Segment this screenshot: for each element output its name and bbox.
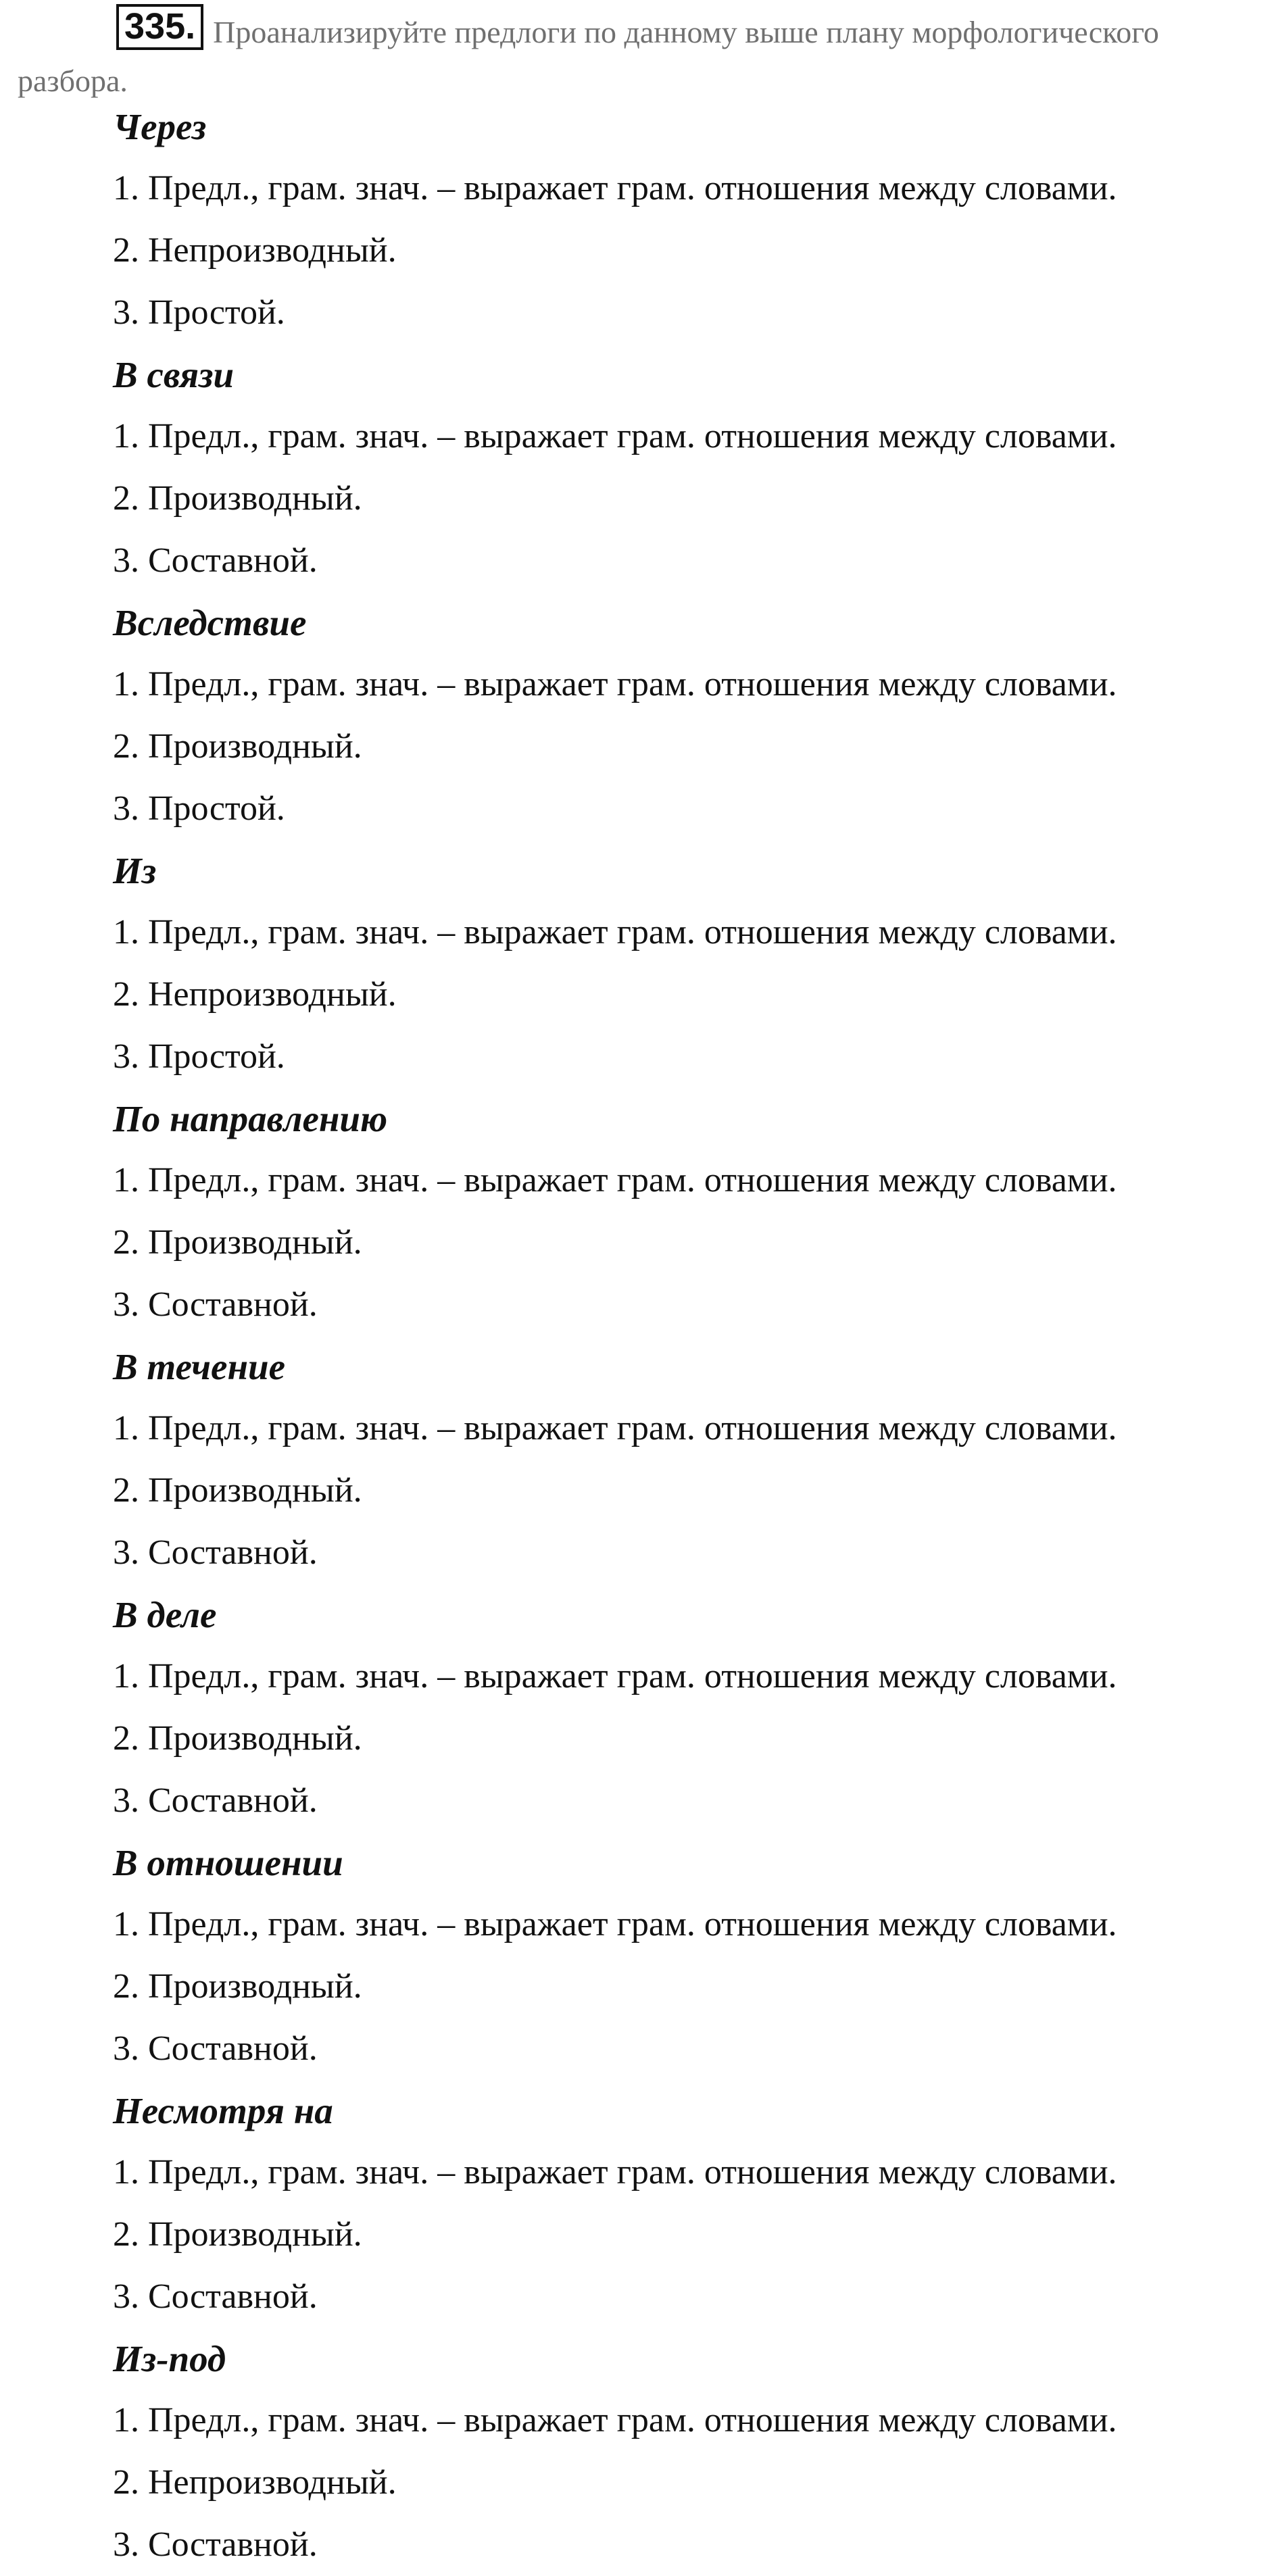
- analysis-line: 2. Производный.: [113, 1223, 362, 1262]
- task-number: 335.: [116, 4, 203, 50]
- preposition-block: [113, 344, 1262, 592]
- analysis-line: 3. Простой.: [113, 1037, 285, 1076]
- preposition-block: [113, 2080, 1262, 2328]
- preposition-analysis-list: [113, 96, 1262, 2576]
- preposition-title: Вследствие: [113, 602, 307, 643]
- analysis-line: 1. Предл., грам. знач. – выражает грам. отношения между словами.: [113, 665, 1117, 703]
- preposition-block: [113, 1336, 1262, 1584]
- preposition-block: [113, 1832, 1262, 2080]
- analysis-line: 1. Предл., грам. знач. – выражает грам. отношения между словами.: [113, 1409, 1117, 1447]
- analysis-line: 1. Предл., грам. знач. – выражает грам. отношения между словами.: [113, 1161, 1117, 1199]
- analysis-line: 3. Составной.: [113, 1285, 318, 1324]
- preposition-title: В течение: [113, 1346, 285, 1387]
- analysis-line: 3. Составной.: [113, 1533, 318, 1572]
- analysis-line: 3. Простой.: [113, 789, 285, 828]
- analysis-line: 2. Непроизводный.: [113, 975, 397, 1014]
- preposition-block: [113, 96, 1262, 344]
- analysis-line: 3. Составной.: [113, 2525, 318, 2564]
- preposition-block: [113, 1584, 1262, 1832]
- preposition-title: По направлению: [113, 1098, 388, 1139]
- task-header: [18, 4, 1265, 105]
- analysis-line: 2. Производный.: [113, 727, 362, 766]
- analysis-line: 1. Предл., грам. знач. – выражает грам. отношения между словами.: [113, 913, 1117, 951]
- analysis-line: 3. Составной.: [113, 1781, 318, 1820]
- analysis-line: 1. Предл., грам. знач. – выражает грам. отношения между словами.: [113, 417, 1117, 455]
- analysis-line: 1. Предл., грам. знач. – выражает грам. отношения между словами.: [113, 2401, 1117, 2439]
- task-instruction-line-1: Проанализируйте предлоги по данному выше плану морфологического: [213, 15, 1159, 49]
- preposition-title: Из: [113, 850, 157, 891]
- preposition-title: Из-под: [113, 2338, 226, 2379]
- analysis-line: 3. Составной.: [113, 541, 318, 580]
- preposition-block: [113, 1088, 1262, 1336]
- analysis-line: 2. Непроизводный.: [113, 231, 397, 270]
- analysis-line: 2. Производный.: [113, 2215, 362, 2254]
- analysis-line: 3. Составной.: [113, 2029, 318, 2068]
- analysis-line: 2. Производный.: [113, 1719, 362, 1758]
- preposition-block: [113, 2328, 1262, 2576]
- analysis-line: 3. Составной.: [113, 2277, 318, 2316]
- analysis-line: 3. Простой.: [113, 293, 285, 332]
- preposition-title: Несмотря на: [113, 2090, 333, 2131]
- analysis-line: 2. Производный.: [113, 479, 362, 518]
- analysis-line: 1. Предл., грам. знач. – выражает грам. отношения между словами.: [113, 1657, 1117, 1695]
- preposition-title: В связи: [113, 354, 235, 395]
- analysis-line: 1. Предл., грам. знач. – выражает грам. отношения между словами.: [113, 2153, 1117, 2191]
- preposition-title: Через: [113, 106, 207, 147]
- analysis-line: 2. Производный.: [113, 1471, 362, 1510]
- analysis-line: 2. Производный.: [113, 1967, 362, 2006]
- preposition-title: В отношении: [113, 1842, 343, 1883]
- preposition-block: [113, 592, 1262, 840]
- preposition-title: В деле: [113, 1594, 217, 1635]
- analysis-line: 1. Предл., грам. знач. – выражает грам. отношения между словами.: [113, 169, 1117, 207]
- task-instruction-line-2: разбора.: [18, 64, 128, 98]
- analysis-line: 1. Предл., грам. знач. – выражает грам. отношения между словами.: [113, 1905, 1117, 1943]
- analysis-line: 2. Непроизводный.: [113, 2463, 397, 2502]
- preposition-block: [113, 840, 1262, 1088]
